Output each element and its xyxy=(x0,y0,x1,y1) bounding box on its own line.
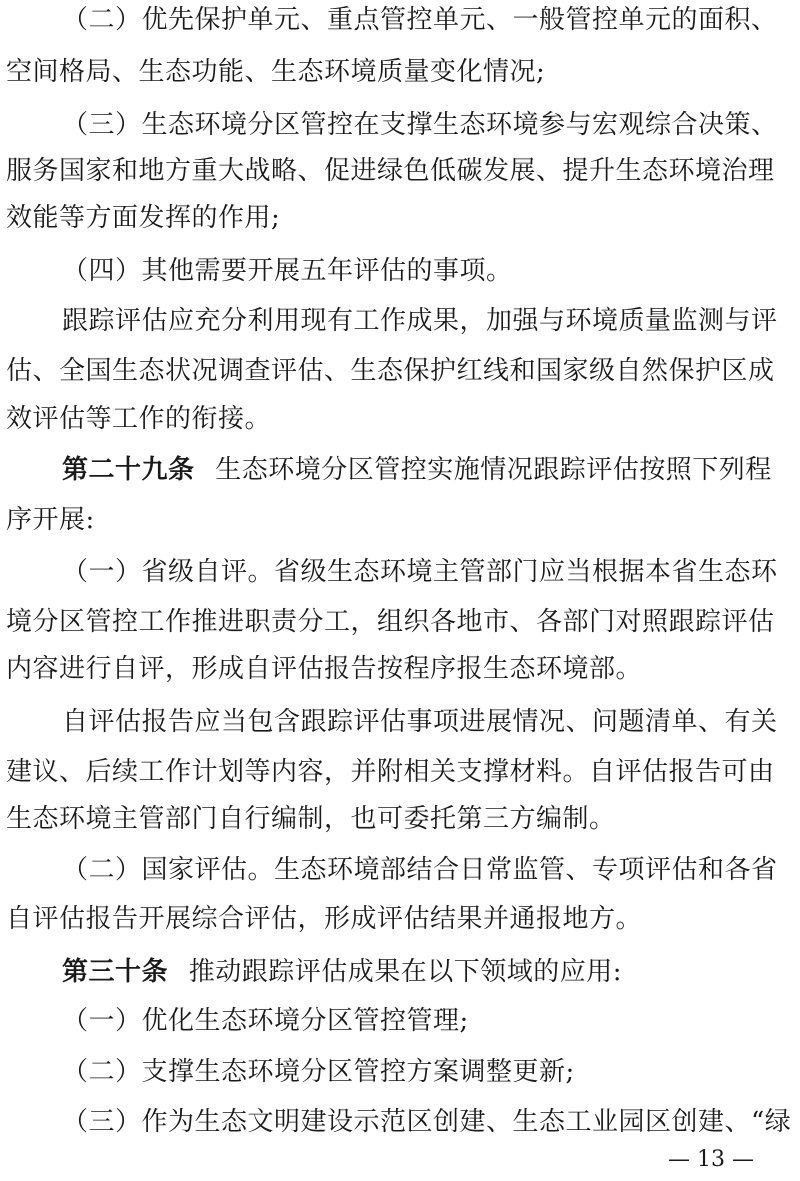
text-line: 跟踪评估应充分利用现有工作成果，加强与环境质量监测与评 xyxy=(62,306,778,336)
text-line: 空间格局、生态功能、生态环境质量变化情况; xyxy=(6,57,546,87)
text-line: 生态环境主管部门自行编制，也可委托第三方编制。 xyxy=(6,804,616,834)
text-line: 内容进行自评，形成自评估报告按程序报生态环境部。 xyxy=(6,654,643,684)
text-line: （三）生态环境分区管控在支撑生态环境参与宏观综合决策、 xyxy=(62,110,778,140)
text-line: 自评估报告应当包含跟踪评估事项进展情况、问题清单、有关 xyxy=(62,707,778,737)
text-line: （一）优化生态环境分区管控管理; xyxy=(62,1006,469,1036)
text-line: （四）其他需要开展五年评估的事项。 xyxy=(62,256,513,286)
article-30-line xyxy=(62,957,800,987)
text-line: （一）省级自评。省级生态环境主管部门应当根据本省生态环 xyxy=(62,557,778,587)
text-line: 序开展: xyxy=(6,505,95,535)
text-line: 效评估等工作的衔接。 xyxy=(6,404,272,434)
text-line: （二）支撑生态环境分区管控方案调整更新; xyxy=(62,1057,575,1087)
text-line: 建议、后续工作计划等内容，并附相关支撑材料。自评估报告可由 xyxy=(6,757,775,787)
text-line: （二）国家评估。生态环境部结合日常监管、专项评估和各省 xyxy=(62,855,778,885)
text-line: 境分区管控工作推进职责分工，组织各地市、各部门对照跟踪评估 xyxy=(6,607,775,637)
article-29-heading: 第二十九条 xyxy=(62,455,195,485)
article-30-text: 推动跟踪评估成果在以下领域的应用: xyxy=(188,957,623,987)
text-line: 自评估报告开展综合评估，形成评估结果并通报地方。 xyxy=(6,904,643,934)
article-30-heading: 第三十条 xyxy=(62,957,169,987)
article-29-text: 生态环境分区管控实施情况跟踪评估按照下列程 xyxy=(215,455,772,485)
text-line: 服务国家和地方重大战略、促进绿色低碳发展、提升生态环境治理 xyxy=(6,156,775,186)
text-line: （二）优先保护单元、重点管控单元、一般管控单元的面积、 xyxy=(62,5,778,35)
page-number: — 13 — xyxy=(668,1147,754,1172)
text-line: 效能等方面发挥的作用; xyxy=(6,203,281,233)
text-line: 估、全国生态状况调查评估、生态保护红线和国家级自然保护区成 xyxy=(6,356,775,386)
text-line: （三）作为生态文明建设示范区创建、生态工业园区创建、“绿 xyxy=(62,1107,792,1137)
article-29-line xyxy=(62,455,800,485)
